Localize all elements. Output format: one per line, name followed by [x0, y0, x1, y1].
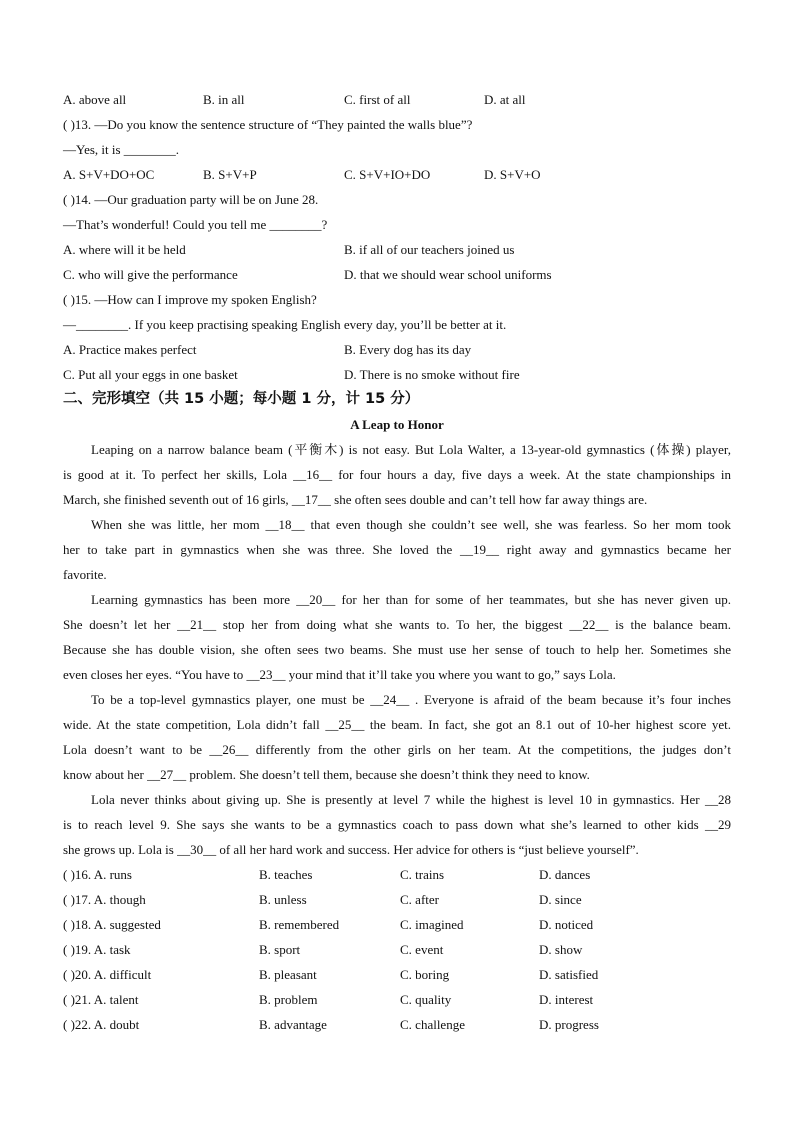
passage-line: wide. At the state competition, Lola didn’t fall __25__ the beam. In fact, she got an 8.1 out of 10-her highest score yet.	[63, 717, 731, 732]
question-16-option-d: D. dances	[539, 867, 591, 882]
passage-line: Because she has double vision, she often sees two beams. She must use her sense of touch to help her. Sometimes she	[63, 642, 731, 657]
question-18-option-b: B. remembered	[259, 917, 340, 932]
q12-option-b: B. in all	[203, 92, 245, 107]
question-17-option-c: C. after	[400, 892, 439, 907]
passage-line: She doesn’t let her __21__ stop her from doing what she wants to. To her, the biggest __22__ is the balance beam.	[63, 617, 731, 632]
question-18-stem: ( )18. A. suggested	[63, 917, 161, 932]
q13-option-a: A. S+V+DO+OC	[63, 167, 155, 182]
passage-line: is to reach level 9. She says she wants to be a gymnastics coach to pass down what she’s learned to other kids __29	[63, 817, 731, 832]
passage-line: is good at it. To perfect her skills, Lola __16__ for four hours a day, five days a week. At the state championships in	[63, 467, 731, 482]
q12-option-a: A. above all	[63, 92, 127, 107]
q13-reply: —Yes, it is ________.	[63, 142, 180, 157]
q14-option-b: B. if all of our teachers joined us	[344, 242, 515, 257]
passage-line: To be a top-level gymnastics player, one must be __24__ . Everyone is afraid of the beam because it’s four inches	[91, 692, 731, 707]
section-heading: 二、完形填空（共 15 小题；每小题 1 分，计 15 分）	[63, 391, 420, 407]
q14-option-c: C. who will give the performance	[63, 267, 238, 282]
question-17-option-d: D. since	[539, 892, 582, 907]
question-18-option-c: C. imagined	[400, 917, 464, 932]
question-20-stem: ( )20. A. difficult	[63, 967, 152, 982]
q15-option-a: A. Practice makes perfect	[63, 342, 197, 357]
question-19-stem: ( )19. A. task	[63, 942, 131, 957]
question-20-option-d: D. satisfied	[539, 967, 599, 982]
q13-option-b: B. S+V+P	[203, 167, 257, 182]
passage-line: Leaping on a narrow balance beam (平衡木) is not easy. But Lola Walter, a 13-year-old gymnastics (体操) player,	[91, 442, 731, 457]
q12-option-d: D. at all	[484, 92, 526, 107]
passage-line: her to take part in gymnastics when she was three. She loved the __19__ right away and gymnastics became her	[63, 542, 731, 557]
q14-stem: ( )14. —Our graduation party will be on June 28.	[63, 192, 319, 207]
question-20-option-c: C. boring	[400, 967, 450, 982]
q14-reply: —That’s wonderful! Could you tell me ________?	[63, 217, 328, 232]
q15-option-c: C. Put all your eggs in one basket	[63, 367, 238, 382]
question-16-option-c: C. trains	[400, 867, 445, 882]
question-18-option-d: D. noticed	[539, 917, 594, 932]
passage-title: A Leap to Honor	[350, 417, 444, 432]
question-21-option-c: C. quality	[400, 992, 452, 1007]
q14-option-a: A. where will it be held	[63, 242, 186, 257]
question-22-option-d: D. progress	[539, 1017, 599, 1032]
question-17-option-b: B. unless	[259, 892, 307, 907]
passage-line: When she was little, her mom __18__ that even though she couldn’t see well, she was fearless. So her mom took	[91, 517, 731, 532]
passage-line: Learning gymnastics has been more __20__ for her than for some of her teammates, but she has never given up.	[91, 592, 731, 607]
passage-line: even closes her eyes. “You have to __23__ your mind that it’ll take you where you want to go,” says Lola.	[63, 667, 616, 682]
passage-line: Lola never thinks about giving up. She is presently at level 7 while the highest is level 10 in gymnastics. Her __28	[91, 792, 731, 807]
question-19-option-b: B. sport	[259, 942, 301, 957]
q15-reply: —________. If you keep practising speaking English every day, you’ll be better at it.	[63, 317, 507, 332]
question-17-stem: ( )17. A. though	[63, 892, 146, 907]
question-21-stem: ( )21. A. talent	[63, 992, 139, 1007]
question-20-option-b: B. pleasant	[259, 967, 317, 982]
passage-line: March, she finished seventh out of 16 girls, __17__ she often sees double and can’t tell how far away things are.	[63, 492, 648, 507]
question-16-option-b: B. teaches	[259, 867, 313, 882]
question-22-stem: ( )22. A. doubt	[63, 1017, 140, 1032]
q12-option-c: C. first of all	[344, 92, 411, 107]
question-19-option-c: C. event	[400, 942, 444, 957]
question-22-option-b: B. advantage	[259, 1017, 327, 1032]
question-19-option-d: D. show	[539, 942, 583, 957]
q13-stem: ( )13. —Do you know the sentence structure of “They painted the walls blue”?	[63, 117, 473, 132]
q15-option-b: B. Every dog has its day	[344, 342, 472, 357]
q13-option-c: C. S+V+IO+DO	[344, 167, 431, 182]
q14-option-d: D. that we should wear school uniforms	[344, 267, 552, 282]
q13-option-d: D. S+V+O	[484, 167, 541, 182]
question-21-option-b: B. problem	[259, 992, 318, 1007]
passage-line: favorite.	[63, 567, 107, 582]
q15-stem: ( )15. —How can I improve my spoken English?	[63, 292, 317, 307]
question-21-option-d: D. interest	[539, 992, 594, 1007]
passage-line: Lola doesn’t want to be __26__ differently from the other girls on her team. At the competitions, the judges don’t	[63, 742, 731, 757]
question-16-stem: ( )16. A. runs	[63, 867, 132, 882]
question-22-option-c: C. challenge	[400, 1017, 465, 1032]
passage-line: know about her __27__ problem. She doesn’t tell them, because she doesn’t think they need to know.	[63, 767, 590, 782]
q15-option-d: D. There is no smoke without fire	[344, 367, 520, 382]
passage-line: she grows up. Lola is __30__ of all her hard work and success. Her advice for others is “just believe yourself”.	[63, 842, 639, 857]
